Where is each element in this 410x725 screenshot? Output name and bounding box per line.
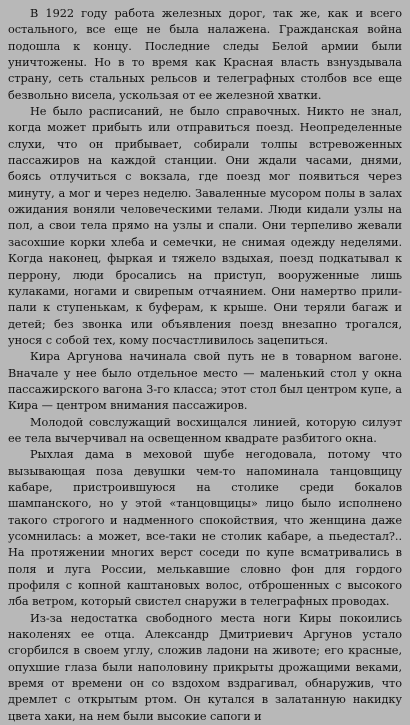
paragraph-1: В 1922 году работа железных дорог, так же, как и всего остального, все еще не была налажена. Гражданская война подошла к концу. Последние следы Белой армии были уничтожены. Но в то время как Красная власть взнуздывала страну, сеть стальных рельсов и телеграфных столбов все еще безвольно висела, ускользая от ее железной хватки.	[8, 7, 402, 102]
paragraph-4: Молодой совслужащий восхищался линией, которую силуэт ее тела вычерчивал на освещенном квадрате разбитого окна.	[8, 415, 402, 445]
paragraph-5: Рыхлая дама в меховой шубе негодовала, потому что вызывающая поза девушки чем-то напоминала танцовщицу кабаре, пристроившуюся на столике среди бокалов шампанского, но у этой «танцовщицы» лицо было исполнено такого строгого и надменного спокойствия, что женщина даже усомнилась: а может, все-таки не столик кабаре, а пьедестал?.. На протяжении многих верст соседи по купе всматривались в поля и луга России, мелькавшие словно фон для гордого профиля с копной каштановых волос, отброшенных с высокого лба ветром, который свистел снаружи в телеграфных проводах.	[8, 448, 402, 609]
paragraph-6: Из-за недостатка свободного места ноги Киры покоились наколенях ее отца. Александр Дмитриевич Аргунов устало сгорбился в своем углу, сложив ладони на животе; его красные, опухшие глаза были наполовину прикрыты дрожащими веками, время от времени он со вздохом вздрагивал, обнаружив, что дремлет с открытым ртом. Он кутался в залатанную накидку цвета хаки, на нем были высокие сапоги и	[8, 611, 402, 723]
paragraph-2: Не было расписаний, не было справочных. Никто не знал, когда может прибыть или отправиться поезд. Неопределенные слухи, что он прибывает, собирали толпы встревоженных пассажиров на каждой станции. Они ждали часами, днями, боясь отлучиться с вокзала, где поезд мог появиться через минуту, а мог и через неделю. Заваленные мусором полы в залах ожидания воняли человеческими телами. Люди кидали узлы на пол, а свои тела прямо на узлы и спали. Они терпеливо жевали засохшие корки хлеба и семечки, не снимая одежду неделями. Когда наконец, фыркая и тяжело вздыхая, поезд подкатывал к перрону, люди бросались на приступ, вооруженные лишь кулаками, ногами и свирепым отчаянием. Они намертво прилипали к ступенькам, к буферам, к крыше. Они теряли багаж и детей; без звонка или объявления поезд внезапно трогался, унося с собой тех, кому посчастливилось зацепиться.	[8, 105, 402, 347]
paragraph-3: Кира Аргунова начинала свой путь не в товарном вагоне. Вначале у нее было отдельное место — маленький стол у окна пассажирского вагона 3-го класса; этот стол был центром купе, а Кира — центром внимания пассажиров.	[8, 350, 402, 413]
